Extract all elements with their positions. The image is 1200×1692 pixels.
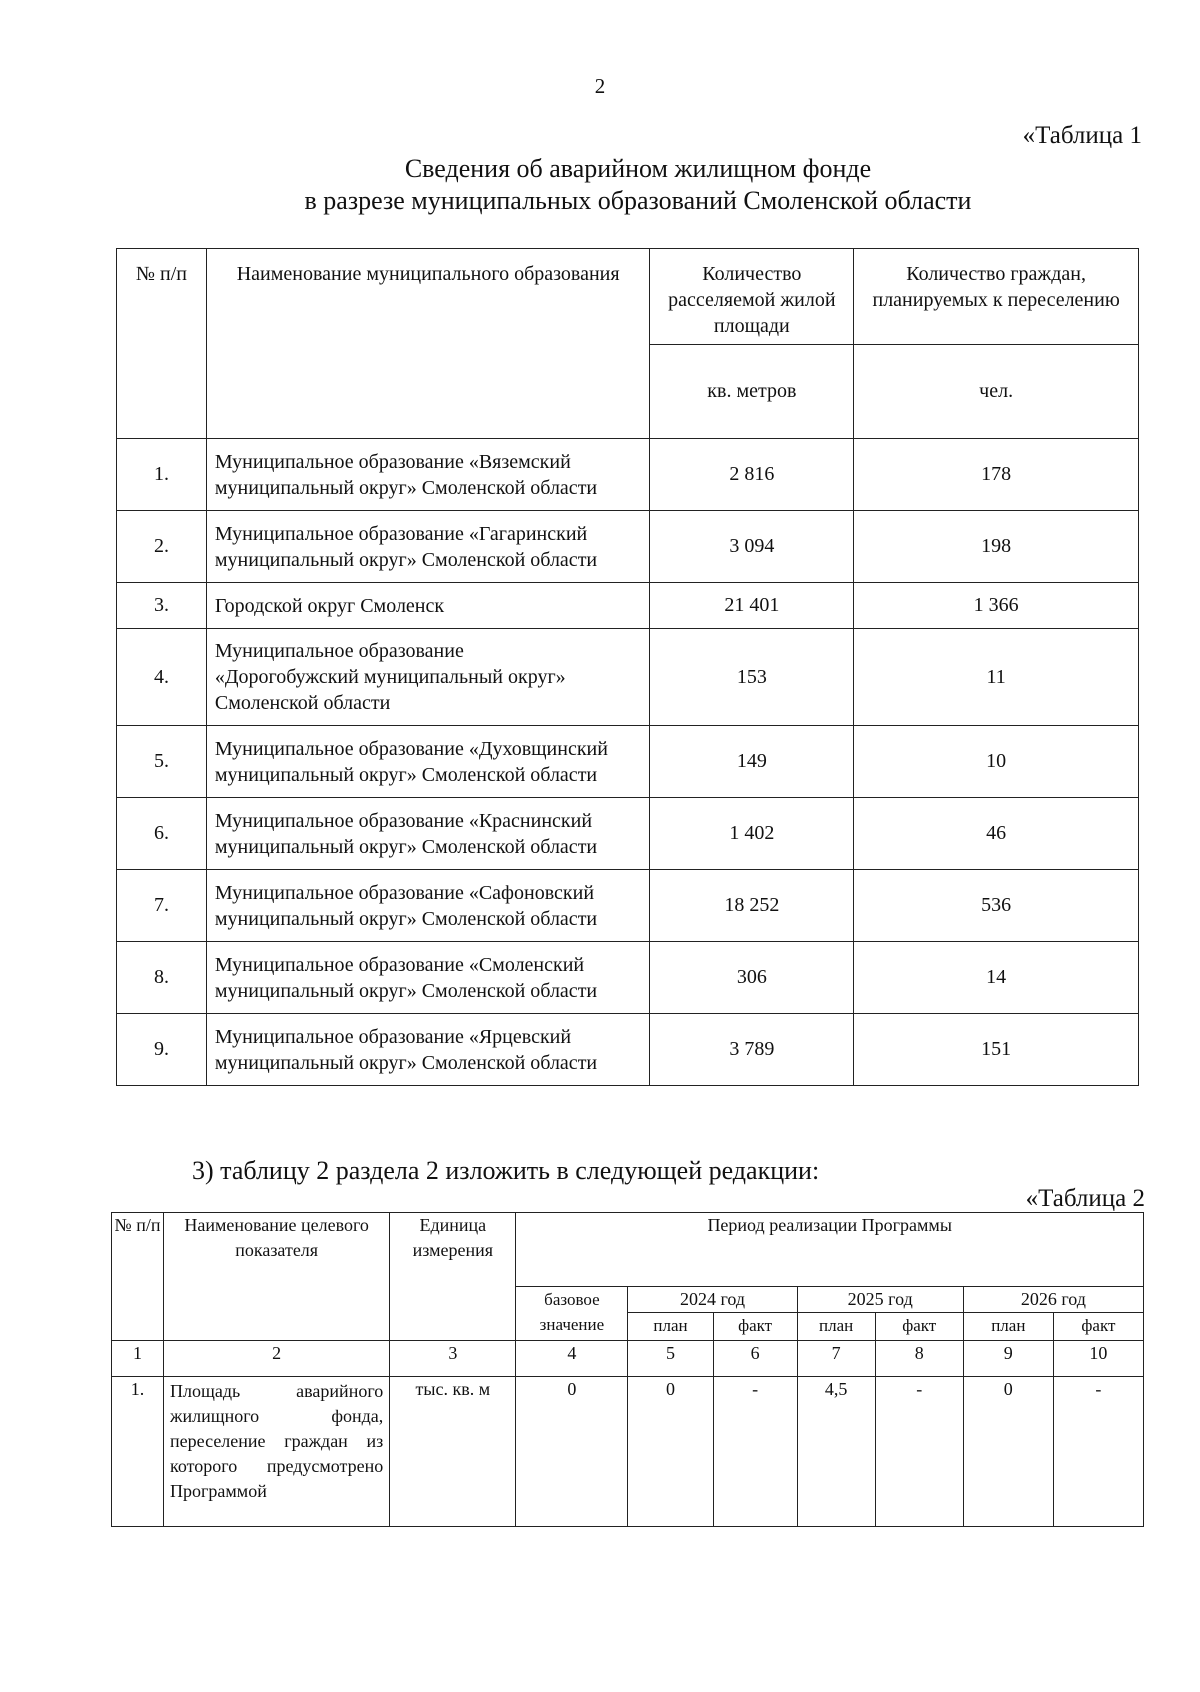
row-name: Муниципальное образование «Дорогобужский муниципальный округ» Смоленской области xyxy=(206,629,650,726)
t2-row-unit: тыс. кв. м xyxy=(390,1377,516,1527)
t1-header-citizens: Количество граждан, планируемых к переселению xyxy=(854,249,1139,345)
row-citizens: 11 xyxy=(854,629,1139,726)
item3-text: 3) таблицу 2 раздела 2 изложить в следующей редакции: xyxy=(192,1156,820,1185)
t1-header-citizens-unit: чел. xyxy=(854,345,1139,439)
row-area: 18 252 xyxy=(650,870,854,942)
row-area: 149 xyxy=(650,726,854,798)
t2-header-name: Наименование целевого показателя xyxy=(164,1213,390,1341)
t2-row-base: 0 xyxy=(516,1377,628,1527)
table1-title-line2: в разрезе муниципальных образований Смоленской области xyxy=(304,186,972,215)
row-name: Муниципальное образование «Сафоновский муниципальный округ» Смоленской области xyxy=(206,870,650,942)
t1-header-name: Наименование муниципального образования xyxy=(206,249,650,439)
row-num: 1. xyxy=(117,439,207,511)
table2-label: «Таблица 2 xyxy=(1025,1185,1145,1212)
t2-header-plan-2026: план xyxy=(963,1313,1053,1341)
row-area: 1 402 xyxy=(650,798,854,870)
column-numbers-row xyxy=(112,1341,1144,1377)
col-number: 6 xyxy=(713,1341,797,1377)
table-row xyxy=(117,870,1139,942)
row-citizens: 10 xyxy=(854,726,1139,798)
row-num: 7. xyxy=(117,870,207,942)
row-num: 6. xyxy=(117,798,207,870)
row-name: Муниципальное образование «Смоленский муниципальный округ» Смоленской области xyxy=(206,942,650,1014)
t2-header-base: базовое значение xyxy=(516,1287,628,1341)
table-row xyxy=(117,1014,1139,1086)
row-name: Муниципальное образование «Вяземский муниципальный округ» Смоленской области xyxy=(206,439,650,511)
table-row xyxy=(117,798,1139,870)
col-number: 4 xyxy=(516,1341,628,1377)
t2-row-fact-2024: - xyxy=(713,1377,797,1527)
row-num: 4. xyxy=(117,629,207,726)
t2-header-period: Период реализации Программы xyxy=(516,1213,1144,1287)
t2-header-2025: 2025 год xyxy=(797,1287,963,1313)
t2-header-2026: 2026 год xyxy=(963,1287,1143,1313)
t2-header-num: № п/п xyxy=(112,1213,164,1341)
table-row xyxy=(117,583,1139,629)
table2 xyxy=(111,1212,1144,1527)
row-citizens: 198 xyxy=(854,511,1139,583)
row-num: 8. xyxy=(117,942,207,1014)
row-num: 3. xyxy=(117,583,207,629)
table1-label: «Таблица 1 xyxy=(1022,122,1142,149)
row-citizens: 178 xyxy=(854,439,1139,511)
row-citizens: 14 xyxy=(854,942,1139,1014)
row-num: 9. xyxy=(117,1014,207,1086)
t2-row-name: Площадь аварийного жилищного фонда, переселение граждан из которого предусмотрено Программой xyxy=(164,1377,390,1527)
t2-header-unit: Единица измерения xyxy=(390,1213,516,1341)
row-name: Муниципальное образование «Краснинский муниципальный округ» Смоленской области xyxy=(206,798,650,870)
col-number: 10 xyxy=(1053,1341,1143,1377)
row-citizens: 151 xyxy=(854,1014,1139,1086)
col-number: 5 xyxy=(628,1341,713,1377)
row-area: 2 816 xyxy=(650,439,854,511)
table-row xyxy=(117,511,1139,583)
col-number: 2 xyxy=(164,1341,390,1377)
t2-row-fact-2025: - xyxy=(875,1377,963,1527)
t1-header-area: Количество расселяемой жилой площади xyxy=(650,249,854,345)
row-name: Городской округ Смоленск xyxy=(206,583,650,629)
col-number: 3 xyxy=(390,1341,516,1377)
col-number: 1 xyxy=(112,1341,164,1377)
t2-row-fact-2026: - xyxy=(1053,1377,1143,1527)
row-name: Муниципальное образование «Духовщинский муниципальный округ» Смоленской области xyxy=(206,726,650,798)
t1-header-area-unit: кв. метров xyxy=(650,345,854,439)
t2-row-plan-2026: 0 xyxy=(963,1377,1053,1527)
table-row xyxy=(117,942,1139,1014)
table1 xyxy=(116,248,1139,1086)
t2-header-fact-2025: факт xyxy=(875,1313,963,1341)
table-row xyxy=(117,439,1139,511)
t2-row-plan-2024: 0 xyxy=(628,1377,713,1527)
t2-header-fact-2024: факт xyxy=(713,1313,797,1341)
t2-header-plan-2025: план xyxy=(797,1313,875,1341)
row-citizens: 46 xyxy=(854,798,1139,870)
page-number: 2 xyxy=(594,74,606,98)
col-number: 7 xyxy=(797,1341,875,1377)
row-area: 3 789 xyxy=(650,1014,854,1086)
t1-header-num: № п/п xyxy=(117,249,207,439)
table1-title-line1: Сведения об аварийном жилищном фонде xyxy=(404,154,872,183)
t2-header-2024: 2024 год xyxy=(628,1287,797,1313)
row-name: Муниципальное образование «Гагаринский муниципальный округ» Смоленской области xyxy=(206,511,650,583)
row-name: Муниципальное образование «Ярцевский муниципальный округ» Смоленской области xyxy=(206,1014,650,1086)
row-citizens: 536 xyxy=(854,870,1139,942)
table-row xyxy=(117,629,1139,726)
row-citizens: 1 366 xyxy=(854,583,1139,629)
row-area: 3 094 xyxy=(650,511,854,583)
row-area: 21 401 xyxy=(650,583,854,629)
table-row xyxy=(112,1377,1144,1527)
t2-header-plan-2024: план xyxy=(628,1313,713,1341)
row-num: 2. xyxy=(117,511,207,583)
t2-header-fact-2026: факт xyxy=(1053,1313,1143,1341)
t2-row-num: 1. xyxy=(112,1377,164,1527)
row-area: 153 xyxy=(650,629,854,726)
table-row xyxy=(117,726,1139,798)
row-num: 5. xyxy=(117,726,207,798)
row-area: 306 xyxy=(650,942,854,1014)
col-number: 9 xyxy=(963,1341,1053,1377)
col-number: 8 xyxy=(875,1341,963,1377)
t2-row-plan-2025: 4,5 xyxy=(797,1377,875,1527)
